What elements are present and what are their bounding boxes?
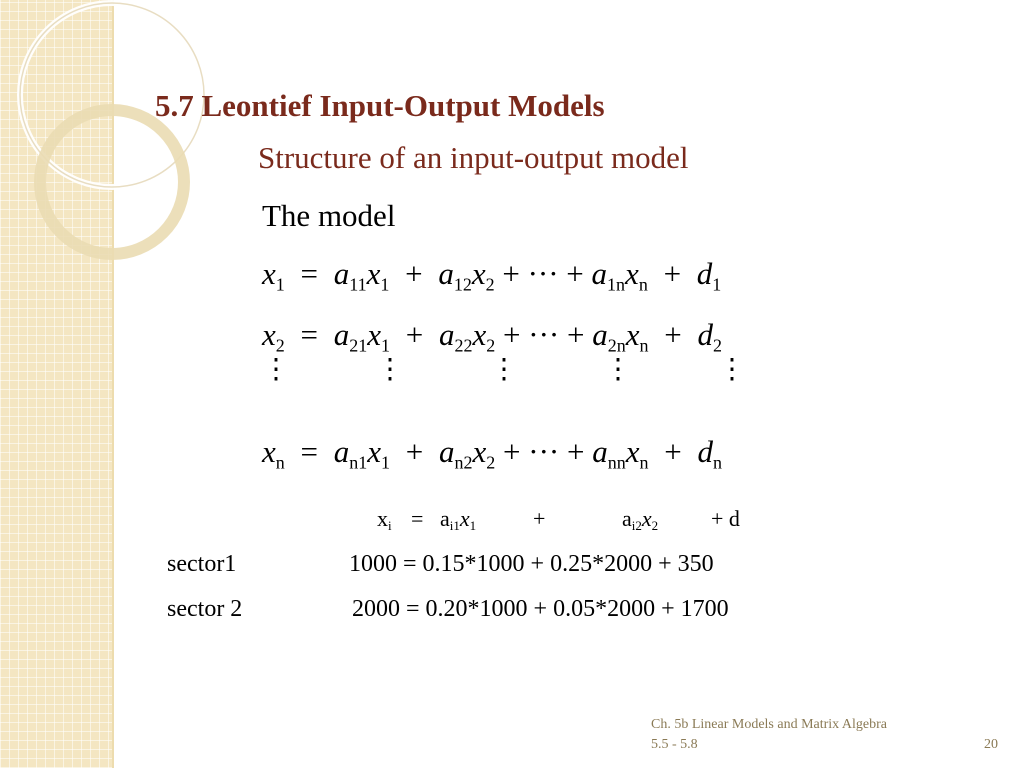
plus-sign: +: [405, 256, 423, 291]
eq2-lhs-sub: 2: [275, 335, 285, 356]
general-var-2-sub: 2: [651, 517, 659, 533]
eq1-var-n: x: [625, 256, 639, 291]
decorative-circles: [0, 0, 300, 300]
general-coef-1-sub: i1: [449, 517, 460, 533]
plus-sign: +: [405, 434, 424, 469]
eqn-lhs-sub: n: [275, 452, 285, 473]
eq1-lhs-sub: 1: [275, 274, 285, 295]
eq1-ellipsis: + ··· +: [502, 256, 584, 291]
eq1-coef-1-sub: 11: [349, 274, 367, 295]
eq2-coef-n: a: [592, 317, 608, 352]
eq2-coef-2: a: [439, 317, 455, 352]
page-number: 20: [984, 737, 998, 752]
eq2-coef-1-sub: 21: [349, 335, 368, 356]
plus-sign: +: [664, 434, 682, 469]
eq2-ellipsis: + ··· +: [503, 317, 585, 352]
eq2-demand-sub: 2: [712, 335, 722, 356]
eq1-var-n-sub: n: [638, 274, 648, 295]
eqn-var-n-sub: n: [639, 452, 649, 473]
eq2-var-1-sub: 1: [381, 335, 391, 356]
plus-sign: +: [405, 317, 424, 352]
general-var-1: x: [459, 506, 470, 531]
eqn-var-1: x: [367, 434, 382, 469]
vdots: ⋮: [262, 354, 290, 385]
eq2-var-2: x: [472, 317, 487, 352]
eq2-var-1: x: [367, 317, 382, 352]
slide-subtitle: Structure of an input-output model: [258, 140, 689, 175]
eqn-coef-2-sub: n2: [454, 452, 473, 473]
eqn-demand-sub: n: [712, 452, 722, 473]
eqn-coef-2: a: [439, 434, 455, 469]
eqn-coef-n-sub: nn: [607, 452, 626, 473]
eqn-coef-n: a: [592, 434, 608, 469]
vdots: ⋮: [376, 354, 404, 385]
eq1-coef-1: a: [333, 256, 350, 291]
eq1-demand: d: [696, 256, 713, 291]
general-term-2: [622, 506, 658, 534]
eq2-coef-1: a: [333, 317, 350, 352]
model-label: The model: [262, 198, 396, 233]
equation-row-n: [262, 434, 722, 473]
equation-row-2: [262, 317, 722, 356]
eq2-demand: d: [697, 317, 713, 352]
eqn-demand: d: [697, 434, 713, 469]
vdots: ⋮: [490, 354, 518, 385]
eq2-var-n-sub: n: [639, 335, 649, 356]
vdots: ⋮: [718, 354, 746, 385]
eqn-coef-1-sub: n1: [349, 452, 368, 473]
eq1-var-2: x: [471, 256, 486, 291]
general-term-1: [440, 506, 476, 534]
eqn-ellipsis: + ··· +: [503, 434, 585, 469]
eq1-coef-2: a: [438, 256, 454, 291]
eq2-var-2-sub: 2: [486, 335, 496, 356]
eqn-coef-1: a: [333, 434, 350, 469]
general-xi: [377, 506, 392, 534]
general-coef-2: a: [622, 506, 632, 531]
eqn-var-1-sub: 1: [381, 452, 391, 473]
vertical-ellipsis-row: [262, 354, 746, 404]
general-xi-sub: i: [388, 517, 392, 533]
eq1-coef-n: a: [591, 256, 608, 291]
eq2-lhs: x: [262, 317, 276, 352]
general-equals: =: [411, 506, 424, 531]
eqn-lhs: x: [262, 434, 276, 469]
general-plus: +: [533, 506, 546, 531]
eq1-coef-2-sub: 12: [453, 274, 472, 295]
eqn-var-2-sub: 2: [486, 452, 496, 473]
sector-2-label: sector 2: [167, 596, 243, 622]
footer-chapter: Ch. 5b Linear Models and Matrix Algebra: [651, 717, 888, 732]
sector-1-equation: 1000 = 0.15*1000 + 0.25*2000 + 350: [349, 551, 714, 577]
sector-1-label: sector1: [167, 551, 237, 577]
eq1-demand-sub: 1: [712, 274, 722, 295]
eq1-lhs: x: [262, 256, 276, 291]
eqn-var-n: x: [625, 434, 640, 469]
equals-sign: =: [300, 317, 318, 352]
eq1-var-1-sub: 1: [380, 274, 390, 295]
plus-sign: +: [663, 256, 682, 291]
eq1-var-1: x: [366, 256, 381, 291]
general-var-2: x: [641, 506, 652, 531]
general-coef-1: a: [440, 506, 450, 531]
general-xi-letter: x: [377, 506, 388, 531]
eq2-var-n: x: [625, 317, 640, 352]
equals-sign: =: [300, 434, 318, 469]
general-var-1-sub: 1: [469, 517, 477, 533]
decorative-circle-small: [40, 110, 184, 254]
sector-2-equation: 2000 = 0.20*1000 + 0.05*2000 + 1700: [352, 596, 729, 622]
footer-sections: 5.5 - 5.8: [651, 737, 698, 752]
equals-sign: =: [300, 256, 318, 291]
vdots: ⋮: [604, 354, 632, 385]
plus-sign: +: [664, 317, 682, 352]
eqn-var-2: x: [472, 434, 487, 469]
general-plus-d: + d: [711, 506, 740, 531]
eq1-var-2-sub: 2: [485, 274, 495, 295]
slide-title: 5.7 Leontief Input-Output Models: [155, 88, 605, 123]
eq2-coef-2-sub: 22: [454, 335, 473, 356]
eq2-coef-n-sub: 2n: [607, 335, 626, 356]
equation-row-1: [262, 256, 721, 295]
eq1-coef-n-sub: 1n: [607, 274, 626, 295]
general-coef-2-sub: i2: [631, 517, 642, 533]
